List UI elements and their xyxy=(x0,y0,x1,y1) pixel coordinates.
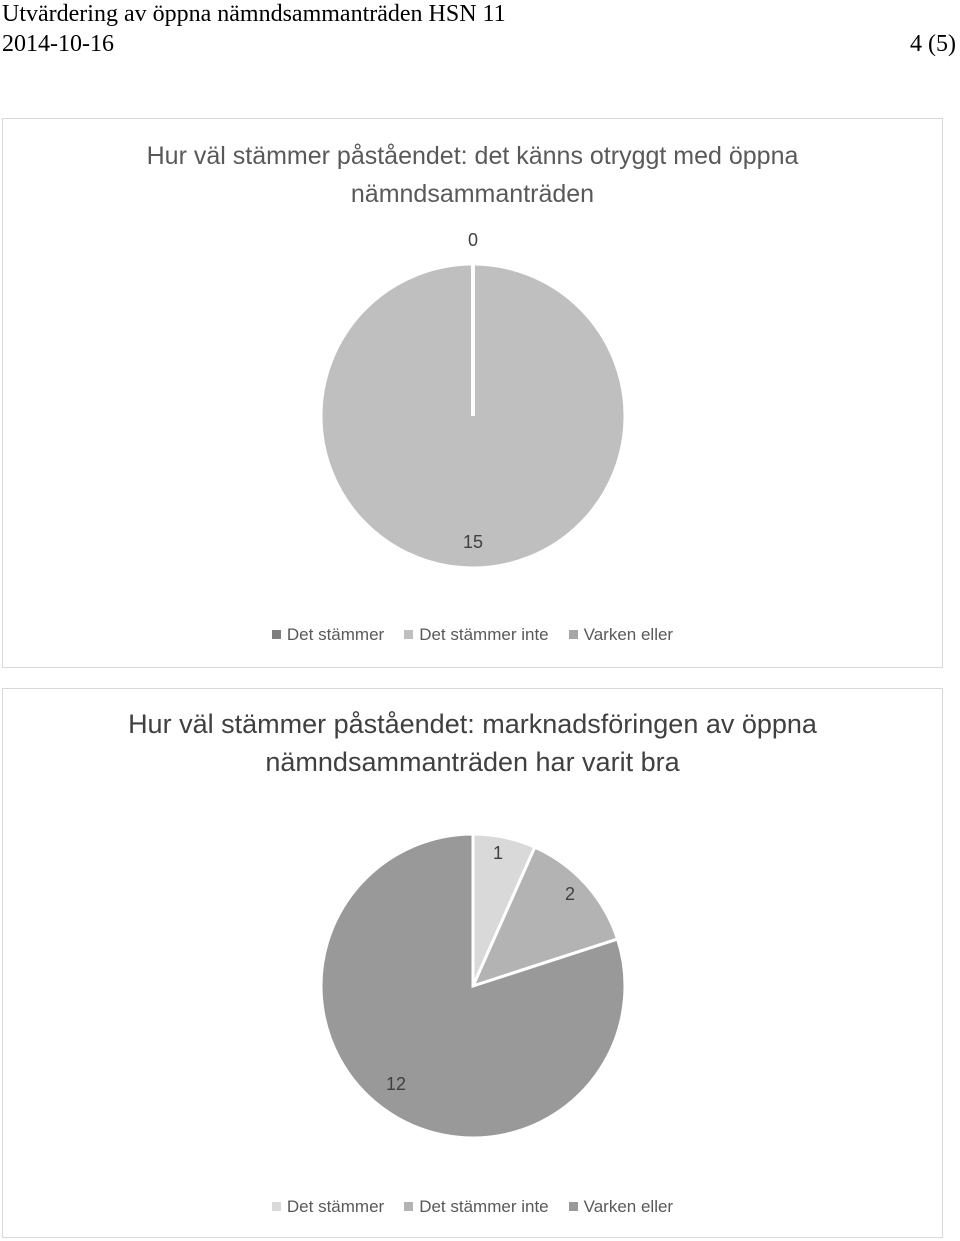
pie-svg xyxy=(3,119,944,669)
chart-legend xyxy=(3,1197,942,1217)
legend-item xyxy=(569,1197,673,1217)
legend-swatch xyxy=(569,1202,578,1211)
legend-label: Det stämmer xyxy=(286,625,385,644)
legend-label: Varken eller xyxy=(583,1197,674,1216)
chart-title-line: nämndsammanträden xyxy=(350,180,595,208)
pie-chart-marknadsforing xyxy=(2,688,943,1238)
legend-label: Det stämmer xyxy=(286,1197,385,1216)
chart-title-line: Hur väl stämmer påståendet: det känns otryggt med öppna xyxy=(146,142,799,170)
legend-item xyxy=(569,625,673,645)
legend-item xyxy=(404,1197,548,1217)
page-number: 4 (5) xyxy=(910,31,956,57)
legend-item xyxy=(272,625,384,645)
legend-swatch xyxy=(404,1202,413,1211)
chart-title-line: Hur väl stämmer påståendet: marknadsföringen av öppna xyxy=(128,709,817,739)
data-label: 0 xyxy=(467,230,479,250)
legend-item xyxy=(272,1197,384,1217)
legend-label: Varken eller xyxy=(583,625,674,644)
document-title: Utvärdering av öppna nämndsammanträden HSN 11 xyxy=(2,1,506,27)
chart-legend xyxy=(3,625,942,645)
chart-title-line: nämndsammanträden har varit bra xyxy=(265,747,680,777)
legend-label: Det stämmer inte xyxy=(419,625,549,644)
legend-item xyxy=(404,625,548,645)
legend-swatch xyxy=(569,630,578,639)
data-label: 12 xyxy=(385,1074,407,1094)
pie-svg xyxy=(3,689,944,1239)
legend-swatch xyxy=(404,630,413,639)
document-date: 2014-10-16 xyxy=(2,31,114,57)
data-label: 1 xyxy=(492,843,504,863)
data-label: 2 xyxy=(564,884,576,904)
legend-swatch xyxy=(272,630,281,639)
data-label: 15 xyxy=(462,532,484,552)
legend-swatch xyxy=(272,1202,281,1211)
pie-chart-otryggt xyxy=(2,118,943,668)
legend-label: Det stämmer inte xyxy=(419,1197,549,1216)
document-header xyxy=(0,0,960,60)
